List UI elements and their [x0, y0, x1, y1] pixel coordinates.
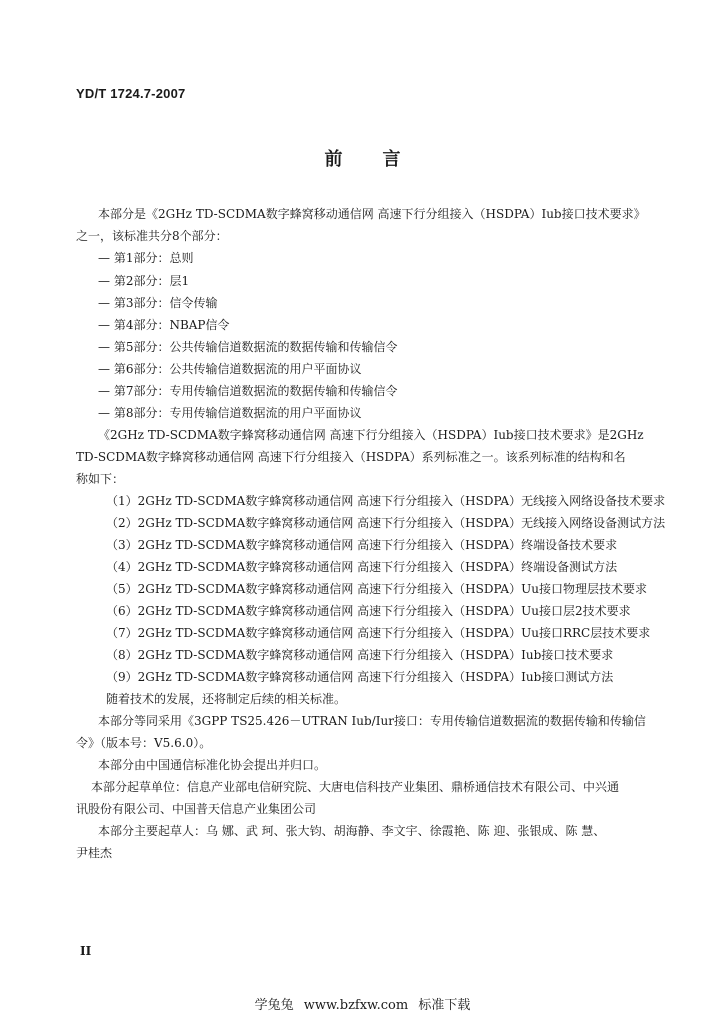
paragraph-line: 本部分起草单位：信息产业部电信研究院、大唐电信科技产业集团、鼎桥通信技术有限公司、中兴通: [91, 780, 620, 794]
list-item: — 第5部分：公共传输信道数据流的数据传输和传输信令: [98, 340, 398, 354]
series-item: （7）2GHz TD-SCDMA数字蜂窝移动通信网 高速下行分组接入（HSDPA）Uu接口RRC层技术要求: [106, 626, 651, 640]
page-title: 前言: [324, 149, 441, 170]
series-item: （3）2GHz TD-SCDMA数字蜂窝移动通信网 高速下行分组接入（HSDPA）终端设备技术要求: [106, 538, 618, 552]
series-item: （5）2GHz TD-SCDMA数字蜂窝移动通信网 高速下行分组接入（HSDPA）Uu接口物理层技术要求: [106, 582, 647, 596]
list-item: — 第1部分：总则: [98, 251, 194, 265]
list-item: — 第3部分：信令传输: [98, 296, 218, 310]
series-item: （9）2GHz TD-SCDMA数字蜂窝移动通信网 高速下行分组接入（HSDPA）Iub接口测试方法: [106, 670, 614, 684]
list-item: — 第7部分：专用传输信道数据流的数据传输和传输信令: [98, 384, 398, 398]
site-watermark: 学兔兔 www.bzfxw.com 标准下载: [254, 998, 471, 1013]
series-item: （8）2GHz TD-SCDMA数字蜂窝移动通信网 高速下行分组接入（HSDPA）Iub接口技术要求: [106, 648, 614, 662]
paragraph-line: 随着技术的发展，还将制定后续的相关标准。: [106, 692, 347, 706]
paragraph-line: 本部分由中国通信标准化协会提出并归口。: [98, 758, 327, 772]
list-item: — 第6部分：公共传输信道数据流的用户平面协议: [98, 362, 362, 376]
series-item: （4）2GHz TD-SCDMA数字蜂窝移动通信网 高速下行分组接入（HSDPA）终端设备测试方法: [106, 560, 618, 574]
paragraph-line: 讯股份有限公司、中国普天信息产业集团公司: [76, 802, 317, 816]
paragraph-line: 本部分是《2GHz TD-SCDMA数字蜂窝移动通信网 高速下行分组接入（HSDPA）Iub接口技术要求》: [98, 207, 646, 221]
series-item: （2）2GHz TD-SCDMA数字蜂窝移动通信网 高速下行分组接入（HSDPA）无线接入网络设备测试方法: [106, 516, 666, 530]
paragraph-line: 令》（版本号：V5.6.0）。: [76, 736, 212, 750]
standard-code: YD/T 1724.7-2007: [76, 86, 186, 101]
paragraph-line: 称如下：: [76, 472, 125, 486]
paragraph-line: TD-SCDMA数字蜂窝移动通信网 高速下行分组接入（HSDPA）系列标准之一。该系列标准的结构和名: [76, 450, 626, 464]
paragraph-line: 《2GHz TD-SCDMA数字蜂窝移动通信网 高速下行分组接入（HSDPA）Iub接口技术要求》是2GHz: [98, 428, 644, 442]
list-item: — 第8部分：专用传输信道数据流的用户平面协议: [98, 406, 362, 420]
list-item: — 第2部分：层1: [98, 274, 190, 288]
paragraph-line: 本部分等同采用《3GPP TS25.426－UTRAN Iub/Iur接口：专用传输信道数据流的数据传输和传输信: [98, 714, 646, 728]
series-item: （6）2GHz TD-SCDMA数字蜂窝移动通信网 高速下行分组接入（HSDPA）Uu接口层2技术要求: [106, 604, 631, 618]
paragraph-line: 之一，该标准共分8个部分：: [76, 229, 228, 243]
paragraph-line: 尹桂杰: [76, 846, 113, 860]
page-number: II: [80, 944, 92, 958]
series-item: （1）2GHz TD-SCDMA数字蜂窝移动通信网 高速下行分组接入（HSDPA）无线接入网络设备技术要求: [106, 494, 666, 508]
list-item: — 第4部分：NBAP信令: [98, 318, 230, 332]
paragraph-line: 本部分主要起草人：乌 娜、武 珂、张大钧、胡海静、李文宇、徐霞艳、陈 迎、张银成、陈 慧、: [98, 824, 606, 838]
